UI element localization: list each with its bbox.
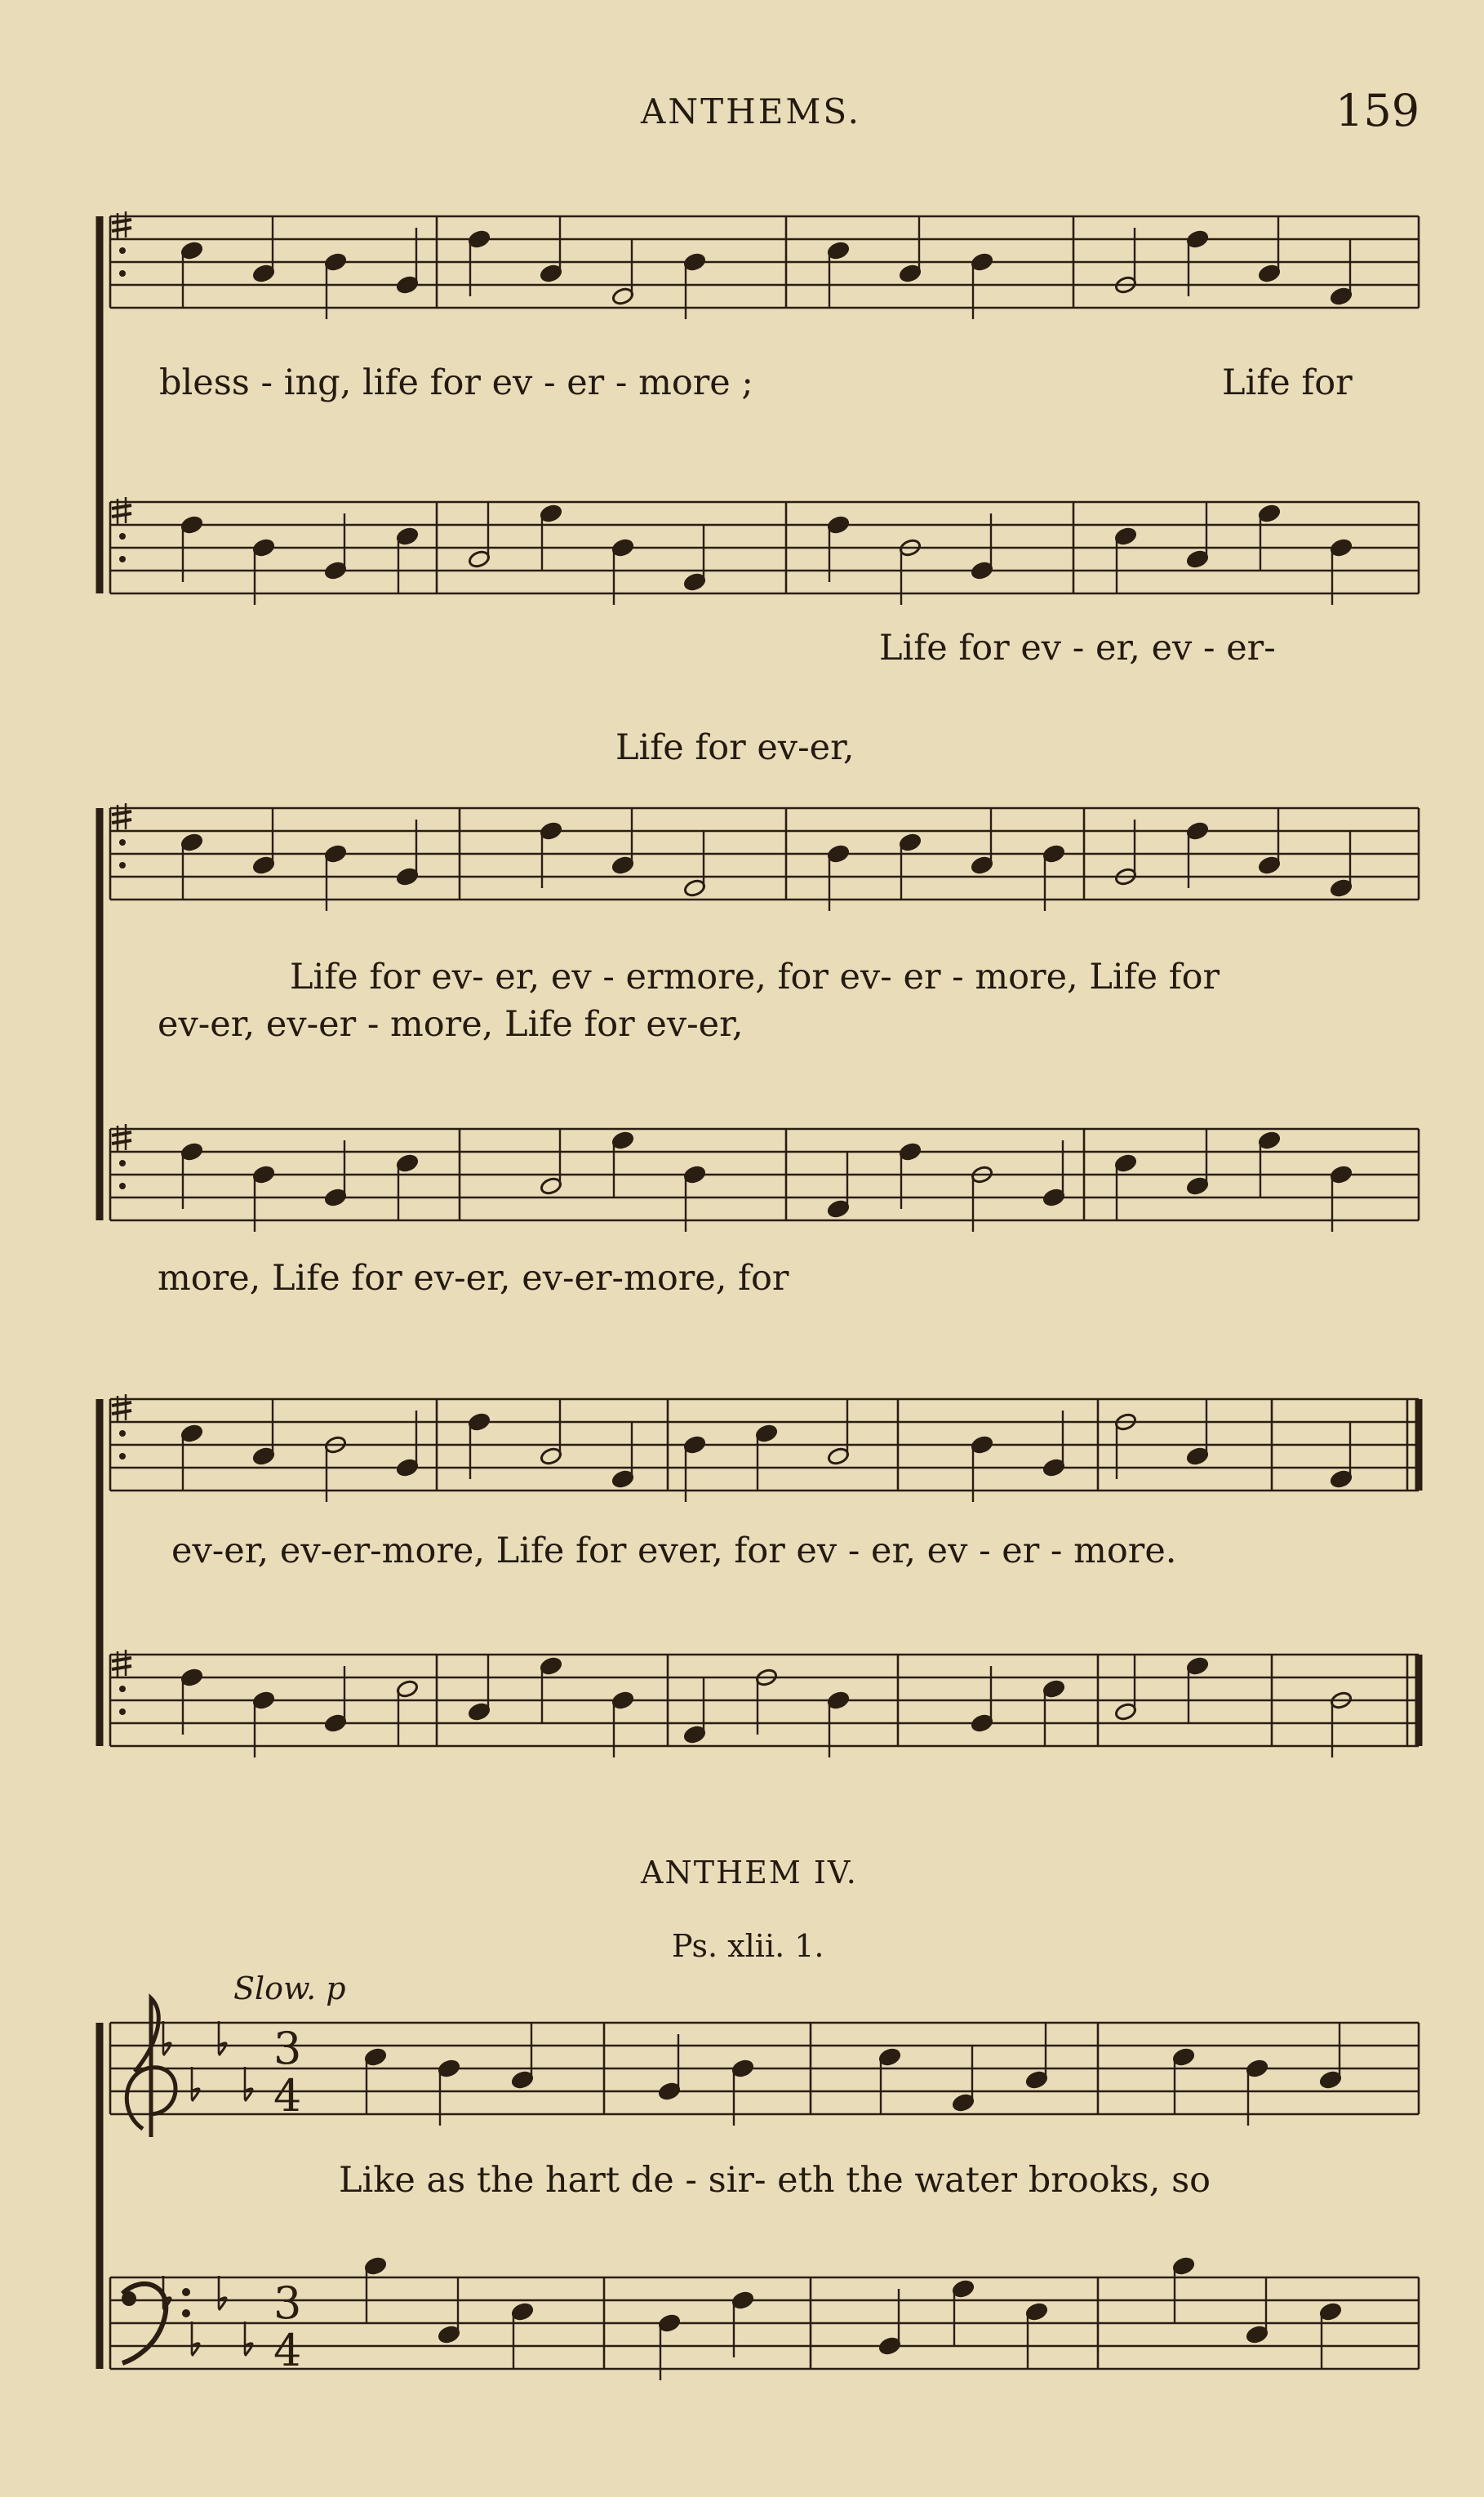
lyric-line: more, Life for ev-er, ev-er-more, for	[158, 1258, 789, 1299]
clef-dot	[119, 556, 126, 562]
flat-sign	[245, 2089, 252, 2101]
sharp-sign	[112, 513, 131, 517]
sharp-sign	[112, 1666, 131, 1669]
flat-sign	[219, 2043, 226, 2055]
sharp-sign	[112, 1658, 131, 1661]
anthem-heading: ANTHEM IV.	[641, 1855, 858, 1891]
clef-dot	[119, 1708, 126, 1715]
bass-clef	[182, 2309, 190, 2317]
sharp-sign	[112, 1132, 131, 1135]
sharp-sign	[112, 220, 131, 223]
lyric-line: Like as the hart de - sir- eth the water brooks, so	[339, 2160, 1211, 2201]
clef-dot	[119, 270, 126, 277]
sharp-sign	[112, 228, 131, 231]
time-signature: 3	[273, 2023, 302, 2074]
lyric-line: Life for ev - er, ev - er-	[879, 628, 1276, 669]
time-signature: 4	[273, 2070, 302, 2122]
scripture-reference: Ps. xlii. 1.	[672, 1928, 824, 1964]
lyric-line: bless - ing, life for ev - er - more ;	[159, 362, 753, 403]
bass-clef	[182, 2288, 190, 2296]
flat-sign	[192, 2089, 199, 2101]
sharp-sign	[112, 505, 131, 509]
lyric-line: Life for	[1222, 362, 1353, 403]
flat-sign	[219, 2298, 226, 2310]
sharp-sign	[112, 1140, 131, 1144]
lyric-line: Life for ev-er,	[615, 727, 855, 768]
sharp-sign	[112, 811, 131, 815]
sharp-sign	[112, 820, 131, 823]
sharp-sign	[112, 1402, 131, 1406]
clef-dot	[119, 1686, 126, 1692]
clef-dot	[119, 1183, 126, 1189]
bass-clef	[122, 2291, 136, 2306]
time-signature: 4	[273, 2325, 302, 2376]
flat-sign	[245, 2344, 252, 2356]
clef-dot	[119, 862, 126, 869]
flat-sign	[192, 2344, 199, 2356]
sharp-sign	[112, 1411, 131, 1414]
lyric-line: ev-er, ev-er-more, Life for ever, for ev - er, ev - er - more.	[171, 1531, 1177, 1571]
clef-dot	[119, 1430, 126, 1437]
time-signature: 3	[273, 2277, 302, 2329]
flat-sign	[163, 2043, 171, 2055]
clef-dot	[119, 1160, 126, 1166]
clef-dot	[119, 247, 126, 254]
clef-dot	[119, 839, 126, 846]
tempo-marking: Slow. p	[233, 1970, 346, 2006]
page-number: 159	[1335, 85, 1420, 136]
lyric-line: ev-er, ev-er - more, Life for ev-er,	[158, 1004, 744, 1045]
clef-dot	[119, 533, 126, 540]
clef-dot	[119, 1453, 126, 1460]
running-head: ANTHEMS.	[641, 91, 862, 131]
lyric-line: Life for ev- er, ev - ermore, for ev- er - more, Life for	[290, 957, 1220, 997]
